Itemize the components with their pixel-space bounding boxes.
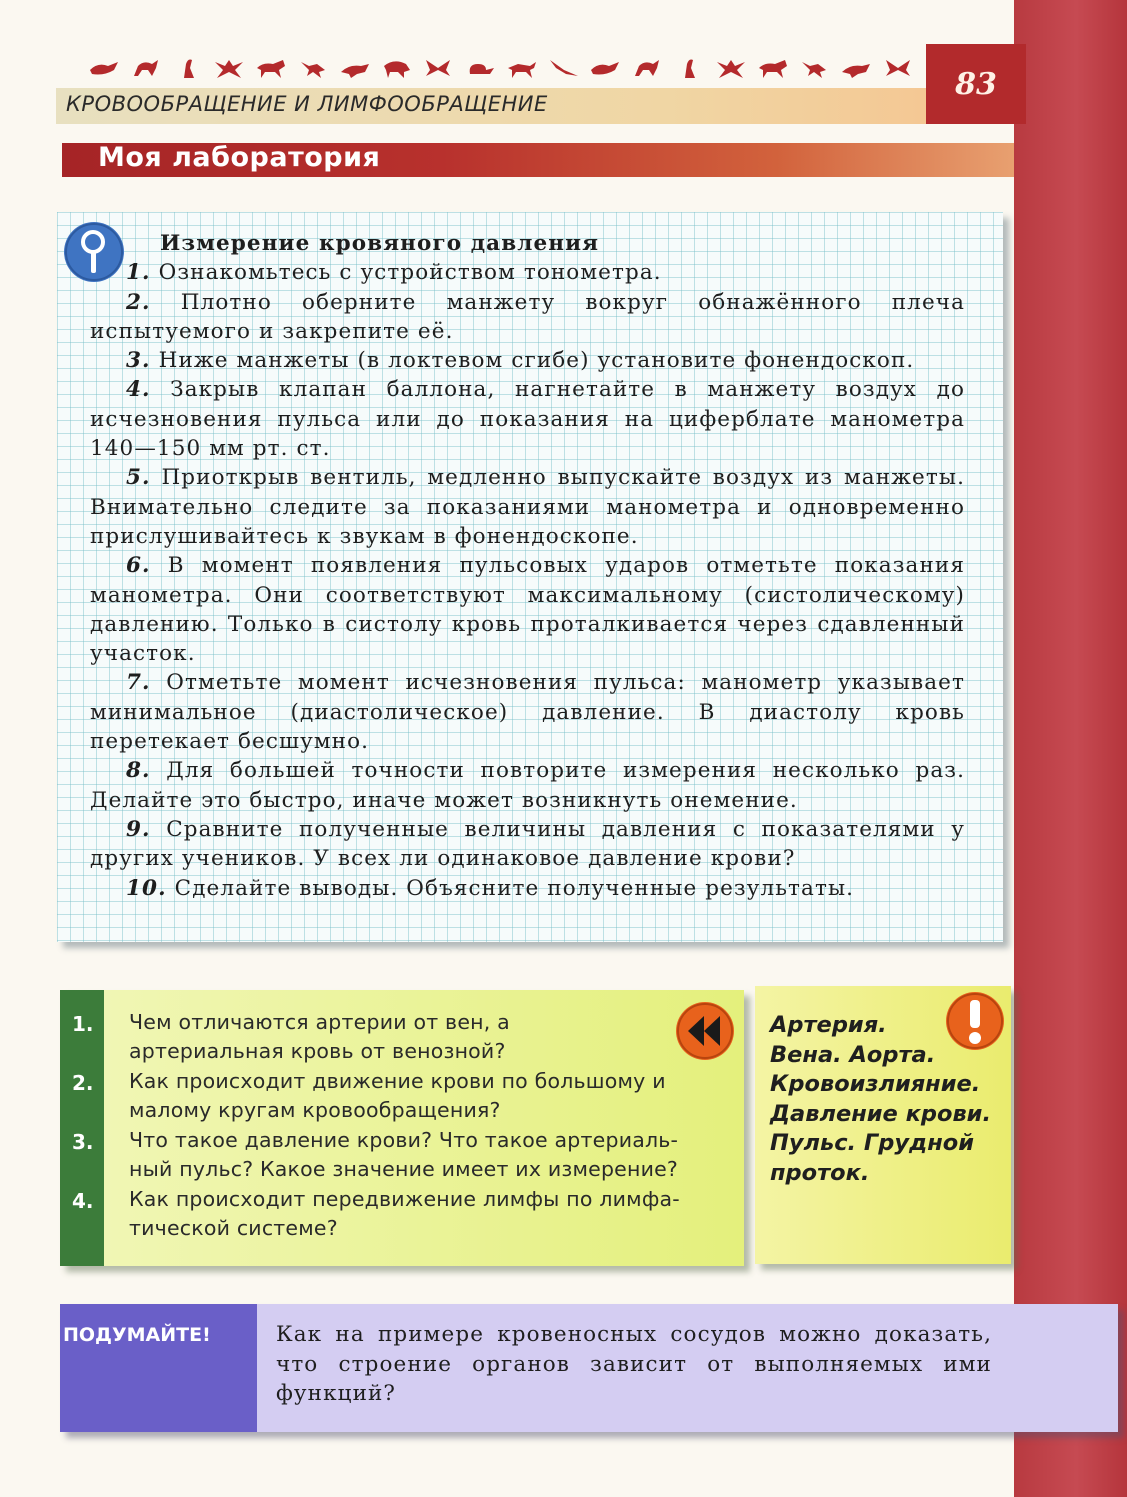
animal-silhouette-icon	[715, 56, 747, 80]
animal-decoration-row	[88, 50, 914, 86]
step-text: Приоткрыв вентиль, медленно выпускайте воздух из манжеты. Внимательно следите за показаниями манометра и одновременно прислушивайтесь к звукам в фонендоскопе.	[90, 465, 965, 549]
term-line: Вена. Аорта.	[770, 1041, 936, 1068]
animal-silhouette-icon	[840, 56, 872, 80]
animal-silhouette-icon	[339, 56, 371, 80]
question-text	[129, 1067, 719, 1125]
animal-silhouette-icon	[506, 56, 538, 80]
section-title: Моя лаборатория	[98, 142, 381, 173]
step-text: В момент появления пульсовых ударов отметьте показания манометра. Они соответствуют максимальному (систолическому) давлению. Только в систолу кровь проталкивается через сдавленный участок.	[90, 553, 965, 667]
lab-step	[90, 346, 965, 375]
animal-silhouette-icon	[631, 56, 663, 80]
rewind-icon	[674, 1000, 736, 1062]
page-edge-stripe	[1014, 0, 1127, 1497]
animal-silhouette-icon	[464, 56, 496, 80]
question-number: 2.	[72, 1071, 94, 1095]
lab-step	[90, 668, 965, 756]
animal-silhouette-icon	[422, 56, 454, 80]
page-number-badge	[926, 44, 1026, 124]
step-number: 2.	[126, 289, 151, 315]
lab-step	[90, 463, 965, 551]
step-text: Сравните полученные величины давления с показателями у других учеников. У всех ли одинаковое давление крови?	[90, 816, 965, 872]
step-number: 3.	[126, 348, 151, 374]
lab-heading: Измерение кровяного давления	[160, 231, 600, 256]
step-text: Ознакомьтесь с устройством тонометра.	[158, 260, 662, 286]
term-line: Артерия.	[770, 1012, 887, 1038]
question-text	[129, 1008, 719, 1066]
animal-silhouette-icon	[673, 56, 705, 80]
step-text: Сделайте выводы. Объясните полученные результаты.	[174, 875, 855, 901]
question-line: Как происходит передвижение лимфы по лимфа-	[129, 1187, 680, 1211]
step-number: 9.	[126, 816, 151, 842]
animal-silhouette-icon	[757, 56, 789, 80]
lab-step	[90, 756, 965, 815]
question-line: Чем отличаются артерии от вен, а	[129, 1010, 510, 1034]
lab-step	[90, 815, 965, 874]
animal-silhouette-icon	[172, 56, 204, 80]
think-question: Как на примере кровеносных сосудов можно доказать, что строение органов зависит от выполняемых ими функций?	[276, 1322, 992, 1406]
step-number: 6.	[126, 553, 151, 579]
animal-silhouette-icon	[297, 56, 329, 80]
lab-instructions	[90, 229, 965, 903]
term-line: Пульс. Грудной	[770, 1130, 974, 1156]
animal-silhouette-icon	[380, 56, 412, 80]
step-text: Плотно оберните манжету вокруг обнажённого плеча испытуемого и закрепите её.	[90, 289, 965, 344]
animal-silhouette-icon	[213, 56, 245, 80]
term-line: проток.	[770, 1159, 870, 1186]
step-number: 10.	[126, 875, 167, 901]
question-line: малому кругам кровообращения?	[129, 1098, 501, 1122]
question-line: артериальная кровь от венозной?	[129, 1039, 506, 1063]
question-line: Что такое давление крови? Что такое артериаль-	[129, 1128, 679, 1152]
question-text	[129, 1126, 719, 1184]
step-number: 5.	[126, 465, 151, 491]
lab-step	[90, 375, 965, 463]
lab-step	[90, 258, 965, 287]
step-text: Ниже манжеты (в локтевом сгибе) установите фонендоскоп.	[158, 348, 915, 374]
lab-step	[90, 551, 965, 668]
animal-silhouette-icon	[255, 56, 287, 80]
question-number: 4.	[72, 1189, 94, 1213]
step-text: Закрыв клапан баллона, нагнетайте в манжету воздух до исчезновения пульса или до показания на циферблате манометра 140—150 мм рт. ст.	[90, 377, 965, 462]
animal-silhouette-icon	[882, 56, 914, 80]
lab-step	[90, 288, 965, 347]
question-number: 1.	[72, 1012, 94, 1036]
step-number: 7.	[126, 670, 151, 696]
key-terms	[770, 1011, 1010, 1188]
animal-silhouette-icon	[798, 56, 830, 80]
animal-silhouette-icon	[88, 56, 120, 80]
step-number: 4.	[126, 377, 151, 403]
step-number: 1.	[126, 260, 151, 286]
animal-silhouette-icon	[130, 56, 162, 80]
page-number: 83	[955, 66, 997, 102]
question-text	[129, 1185, 719, 1243]
chapter-title: КРОВООБРАЩЕНИЕ И ЛИМФООБРАЩЕНИЕ	[66, 92, 548, 116]
question-line: тической системе?	[129, 1216, 338, 1240]
think-label: ПОДУМАЙТЕ!	[63, 1324, 211, 1346]
question-line: Как происходит движение крови по большому и	[129, 1069, 666, 1093]
step-text: Отметьте момент исчезновения пульса: манометр указывает минимальное (диастолическое) давление. В диастолу кровь перетекает бесшумно.	[90, 670, 965, 755]
term-line: Кровоизлияние.	[770, 1071, 981, 1097]
term-line: Давление крови.	[770, 1100, 991, 1127]
animal-silhouette-icon	[589, 56, 621, 80]
lab-step	[90, 874, 965, 903]
animal-silhouette-icon	[548, 56, 580, 80]
step-text: Для большей точности повторите измерения несколько раз. Делайте это быстро, иначе может возникнуть онемение.	[90, 758, 965, 813]
question-line: ный пульс? Какое значение имеет их измерение?	[129, 1157, 679, 1181]
step-number: 8.	[126, 758, 151, 784]
question-number: 3.	[72, 1130, 94, 1154]
